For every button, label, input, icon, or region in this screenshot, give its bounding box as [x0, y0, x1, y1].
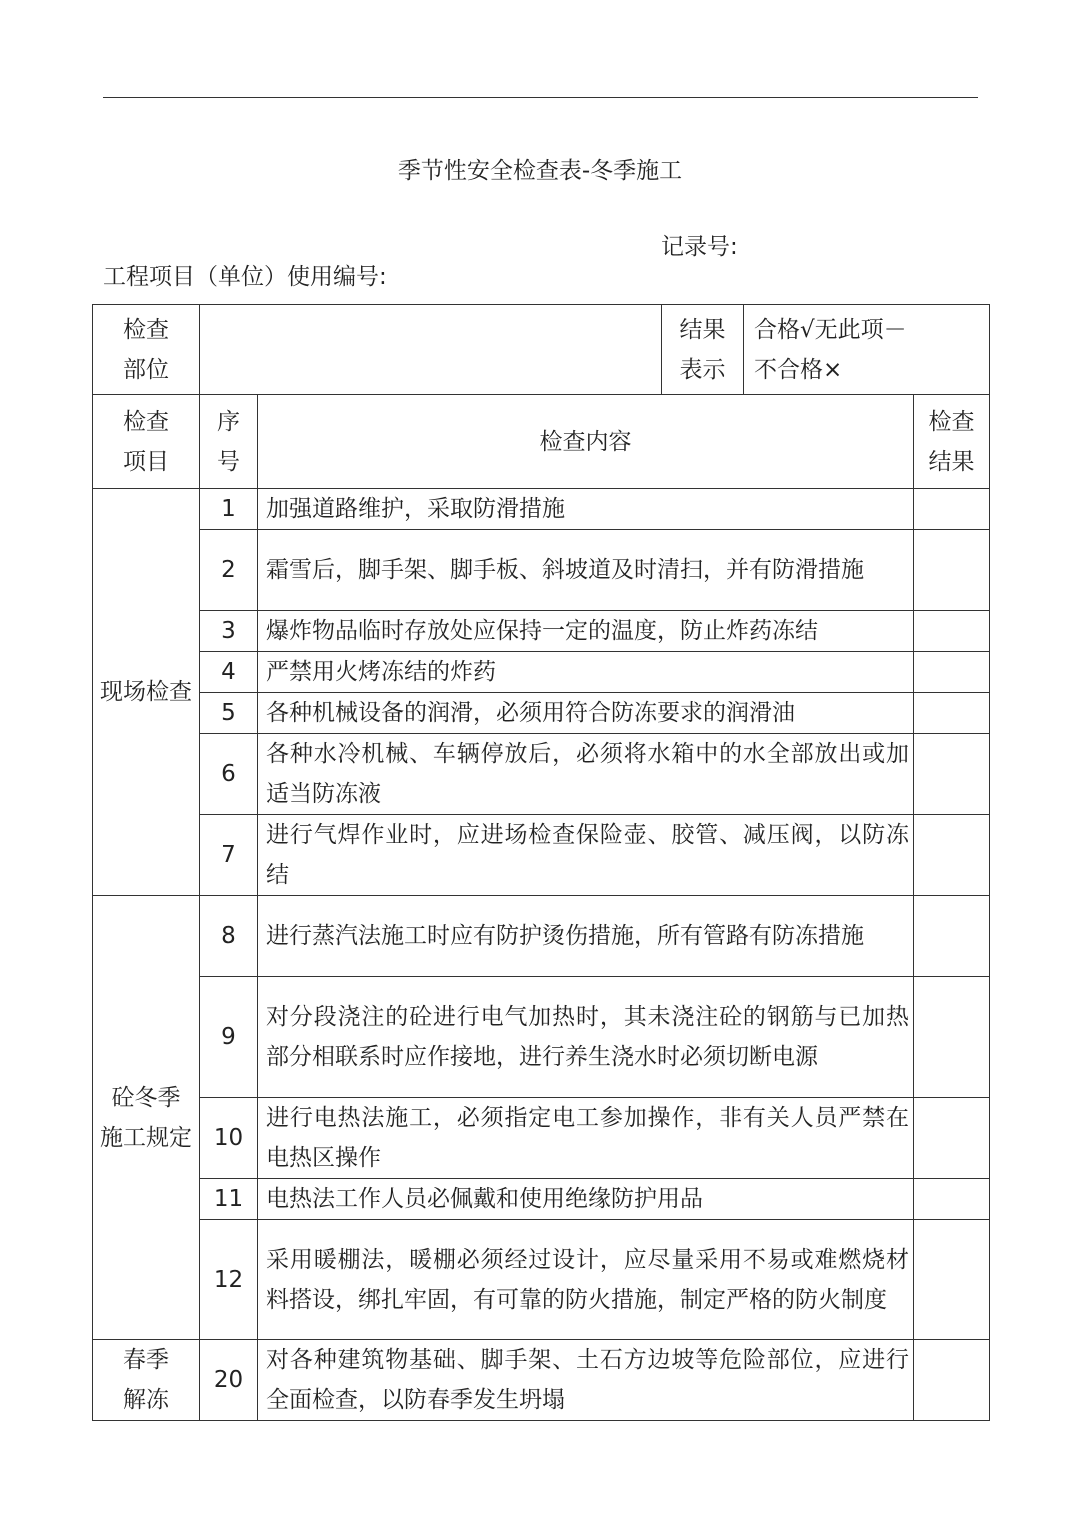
table-row [93, 1179, 990, 1220]
row-result-cell[interactable] [914, 530, 990, 611]
row-content: 各种水冷机械、车辆停放后，必须将水箱中的水全部放出或加适当防冻液 [258, 734, 914, 815]
table-body [93, 305, 990, 1421]
table-row [93, 611, 990, 652]
row-content: 对分段浇注的砼进行电气加热时，其未浇注砼的钢筋与已加热部分相联系时应作接地，进行养生浇水时必须切断电源 [258, 977, 914, 1098]
inspection-table [92, 304, 990, 1421]
row-number: 10 [200, 1098, 258, 1179]
row-content: 加强道路维护，采取防滑措施 [258, 489, 914, 530]
row-result-cell[interactable] [914, 977, 990, 1098]
row-result-cell[interactable] [914, 1179, 990, 1220]
row-number: 11 [200, 1179, 258, 1220]
row-result-cell[interactable] [914, 652, 990, 693]
location-label: 检查 部位 [93, 305, 200, 395]
location-value-cell[interactable] [200, 305, 662, 395]
project-number-label: 工程项目（单位）使用编号: [103, 264, 387, 290]
column-header-item: 检查 项目 [93, 395, 200, 489]
result-legend-label: 结果 表示 [662, 305, 744, 395]
row-number: 6 [200, 734, 258, 815]
row-content: 爆炸物品临时存放处应保持一定的温度，防止炸药冻结 [258, 611, 914, 652]
row-result-cell[interactable] [914, 489, 990, 530]
column-header-result: 检查 结果 [914, 395, 990, 489]
group-label: 春季 解冻 [93, 1340, 200, 1421]
row-result-cell[interactable] [914, 1098, 990, 1179]
row-result-cell[interactable] [914, 611, 990, 652]
table-row [93, 977, 990, 1098]
row-result-cell[interactable] [914, 815, 990, 896]
column-header-number: 序 号 [200, 395, 258, 489]
result-legend: 合格√无此项－ 不合格× [744, 305, 990, 395]
row-content: 对各种建筑物基础、脚手架、土石方边坡等危险部位，应进行全面检查，以防春季发生坍塌 [258, 1340, 914, 1421]
row-content: 进行气焊作业时，应进场检查保险壶、胶管、减压阀，以防冻结 [258, 815, 914, 896]
column-header-content: 检查内容 [258, 395, 914, 489]
table-row [93, 734, 990, 815]
row-number: 3 [200, 611, 258, 652]
location-row [93, 305, 990, 395]
row-content: 采用暖棚法，暖棚必须经过设计，应尽量采用不易或难燃烧材料搭设，绑扎牢固，有可靠的防火措施，制定严格的防火制度 [258, 1220, 914, 1340]
row-content: 霜雪后，脚手架、脚手板、斜坡道及时清扫，并有防滑措施 [258, 530, 914, 611]
row-number: 20 [200, 1340, 258, 1421]
row-content: 各种机械设备的润滑，必须用符合防冻要求的润滑油 [258, 693, 914, 734]
row-number: 1 [200, 489, 258, 530]
group-label: 砼冬季 施工规定 [93, 896, 200, 1340]
record-number-label: 记录号: [661, 234, 738, 260]
row-result-cell[interactable] [914, 734, 990, 815]
table-row [93, 489, 990, 530]
row-number: 2 [200, 530, 258, 611]
group-label: 现场检查 [93, 489, 200, 896]
row-result-cell[interactable] [914, 1220, 990, 1340]
table-row [93, 896, 990, 977]
column-header-row [93, 395, 990, 489]
row-result-cell[interactable] [914, 896, 990, 977]
row-content: 电热法工作人员必佩戴和使用绝缘防护用品 [258, 1179, 914, 1220]
table-row [93, 652, 990, 693]
row-number: 7 [200, 815, 258, 896]
header-rule [103, 97, 978, 98]
row-number: 5 [200, 693, 258, 734]
table-row [93, 693, 990, 734]
table-row [93, 1220, 990, 1340]
page-title: 季节性安全检查表-冬季施工 [397, 158, 683, 184]
row-content: 进行蒸汽法施工时应有防护烫伤措施，所有管路有防冻措施 [258, 896, 914, 977]
row-number: 8 [200, 896, 258, 977]
row-content: 严禁用火烤冻结的炸药 [258, 652, 914, 693]
table-row [93, 530, 990, 611]
row-number: 12 [200, 1220, 258, 1340]
table-row [93, 1098, 990, 1179]
table-row [93, 1340, 990, 1421]
row-content: 进行电热法施工，必须指定电工参加操作，非有关人员严禁在电热区操作 [258, 1098, 914, 1179]
row-result-cell[interactable] [914, 1340, 990, 1421]
row-result-cell[interactable] [914, 693, 990, 734]
row-number: 4 [200, 652, 258, 693]
row-number: 9 [200, 977, 258, 1098]
table-row [93, 815, 990, 896]
